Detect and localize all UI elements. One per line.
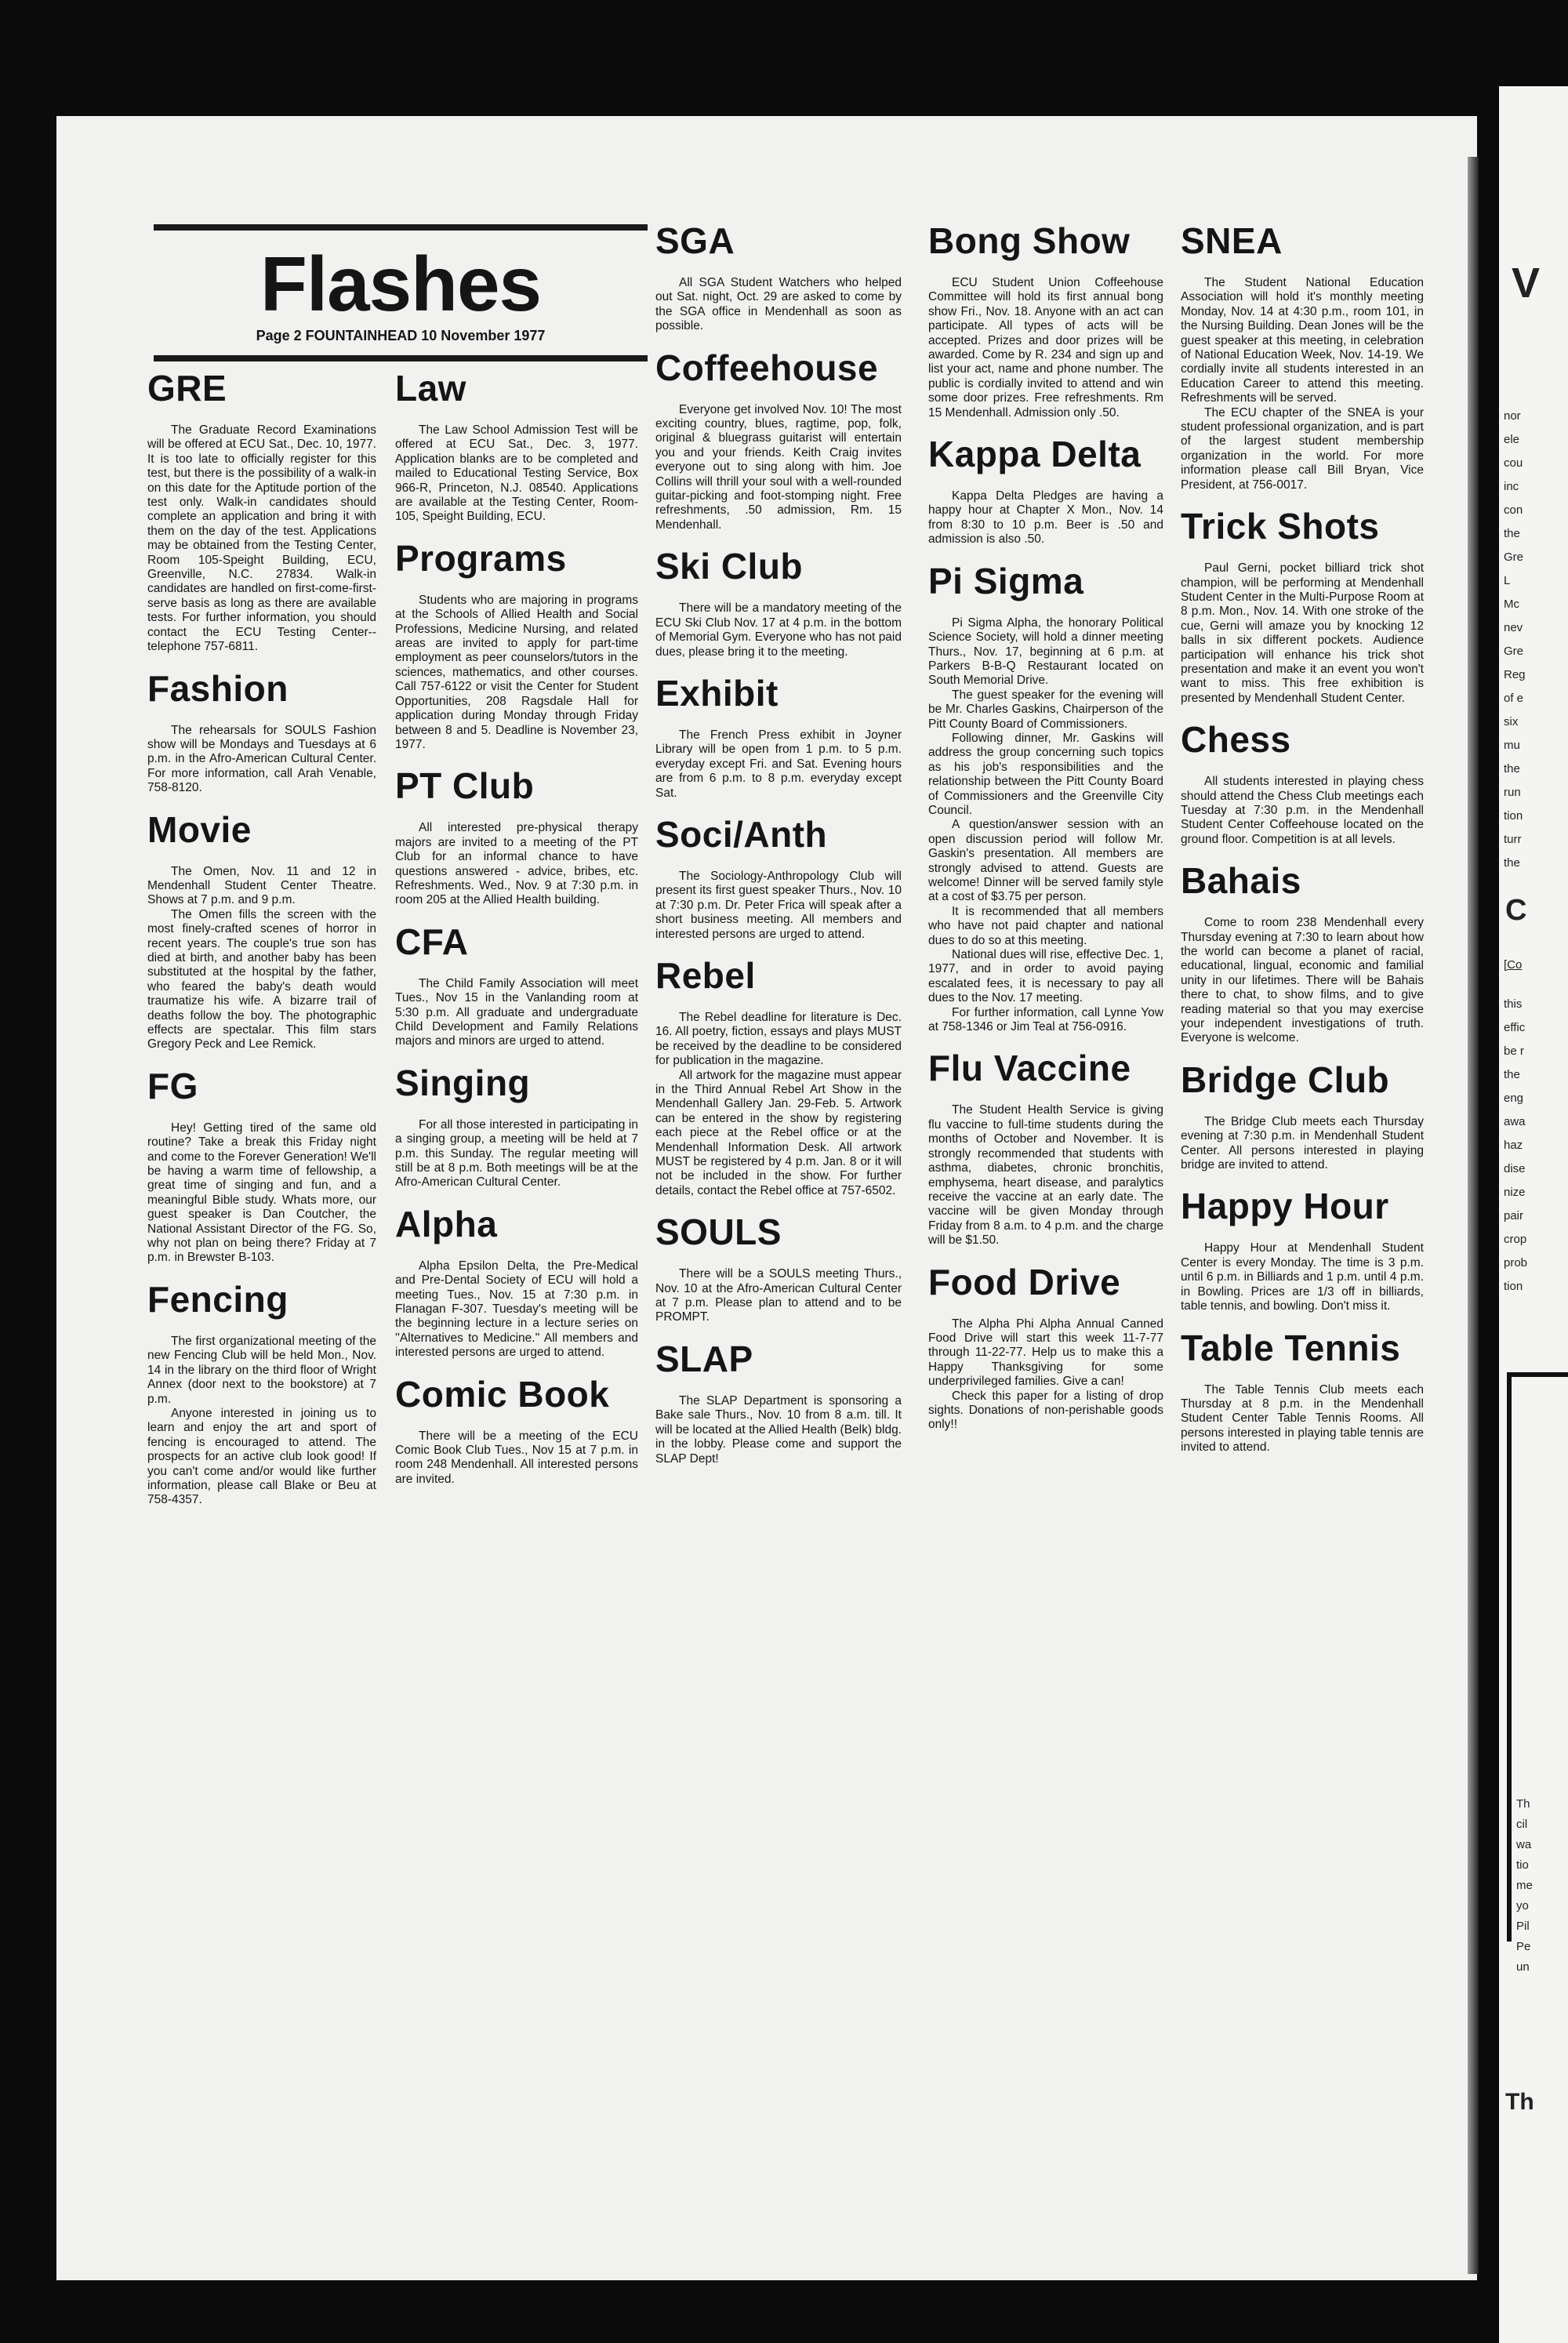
adjacent-box-text-line: Pe bbox=[1516, 1940, 1531, 1953]
adjacent-box-text-line: wa bbox=[1516, 1838, 1532, 1851]
column-5 bbox=[1181, 220, 1424, 1468]
announcement-body: The Alpha Phi Alpha Annual Canned Food Drive will start this week 11-7-77 through 11-22-77. Help us to make this a Happy Thanksgiving for some underprivileged families. Give a can! bbox=[928, 1317, 1163, 1389]
announcement-body: Come to room 238 Mendenhall every Thursday evening at 7:30 to learn about how the world can become a planet of racial, educational, lingual, economic and familial unity in our lifetimes. There will be Bahais there to chat, to show films, and to give reading material so that you may exercise your independent investigations of truth. Everyone is welcome. bbox=[1181, 916, 1424, 1045]
announcement-body: The ECU chapter of the SNEA is your student professional organization, and is part of the largest student membership organization in the world. For more information please call Bill Bryan, Vice President, at 756-0017. bbox=[1181, 405, 1424, 492]
announcement bbox=[147, 808, 376, 1052]
adjacent-text-line: tion bbox=[1504, 1280, 1523, 1293]
announcement bbox=[1181, 718, 1424, 847]
adjacent-headline: V bbox=[1512, 260, 1541, 307]
announcement-heading: Exhibit bbox=[655, 672, 779, 714]
announcement-body: The guest speaker for the evening will be Mr. Charles Gaskins, Chairperson of the Pitt County Board of Commissioners. bbox=[928, 688, 1163, 731]
announcement-body: The Omen fills the screen with the most finely-crafted scenes of horror in recent years. The couple's true son has died at birth, and another baby has been substituted at the hospital by the father, who feared the baby's death would traumatize his wife. A bizarre trail of deaths follow the boy. The photographic effects are spectalar. This film stars Gregory Peck and Lee Remick. bbox=[147, 907, 376, 1052]
adjacent-boxed-ad bbox=[1507, 1372, 1568, 1942]
announcement-body: Pi Sigma Alpha, the honorary Political Science Society, will hold a dinner meeting Thurs., Nov. 17, beginning at 6 p.m. at Parkers B-B-Q Restaurant located on South Memorial Drive. bbox=[928, 616, 1163, 688]
column-1 bbox=[147, 367, 376, 1520]
adjacent-text-line: effic bbox=[1504, 1021, 1526, 1034]
announcement bbox=[147, 1278, 376, 1508]
adjacent-text-line: tion bbox=[1504, 809, 1523, 823]
announcement bbox=[147, 1065, 376, 1266]
page-title: Flashes bbox=[260, 241, 541, 327]
adjacent-text-line: six bbox=[1504, 715, 1519, 728]
announcement-body: The Omen, Nov. 11 and 12 in Mendenhall Student Center Theatre. Shows at 7 p.m. and 9 p.m. bbox=[147, 864, 376, 907]
announcement bbox=[928, 560, 1163, 1035]
adjacent-text-line: eng bbox=[1504, 1092, 1524, 1105]
announcement bbox=[655, 813, 902, 942]
page-gutter-shadow bbox=[1468, 157, 1479, 2274]
adjacent-page-fragment bbox=[1499, 86, 1568, 2343]
announcement-heading: Singing bbox=[395, 1062, 531, 1103]
adjacent-text-line: cou bbox=[1504, 456, 1523, 470]
adjacent-box-text-line: yo bbox=[1516, 1899, 1529, 1913]
adjacent-text-line: dise bbox=[1504, 1162, 1526, 1175]
announcement-body: The Child Family Association will meet Tues., Nov 15 in the Vanlanding room at 5:30 p.m. All graduate and undergraduate Child Development and Family Relations majors and minors are urged to attend. bbox=[395, 976, 638, 1048]
announcement-body: The French Press exhibit in Joyner Library will be open from 1 p.m. to 5 p.m. everyday except Fri. and Sat. Evening hours are from 6 p.m. to 8 p.m. everyday except Sat. bbox=[655, 728, 902, 800]
announcement bbox=[655, 954, 902, 1198]
announcement bbox=[395, 537, 638, 752]
adjacent-box-text-line: me bbox=[1516, 1879, 1533, 1892]
announcement-heading: SGA bbox=[655, 220, 735, 261]
adjacent-bottom-heading: Th bbox=[1505, 2089, 1534, 2115]
announcement-heading: Movie bbox=[147, 808, 252, 850]
announcement-body: The Student Health Service is giving flu vaccine to full-time students during the months of October and November. It is strongly recommended that students with asthma, diabetes, chronic bronchitis, emphysema, heart disease, and paralytics receive the vaccine at an early date. The vaccine will be given Monday through Friday from 8 a.m. to 4 p.m. and the charge will be $1.50. bbox=[928, 1103, 1163, 1248]
announcement-body: Alpha Epsilon Delta, the Pre-Medical and Pre-Dental Society of ECU will hold a meeting Tues., Nov. 15 at 7:30 p.m. in Flanagan F-307. Tuesday's meeting will be the beginning lecture in a lecture series on ''Alternatives to Medicine.'' All members and interested persons are urged to attend. bbox=[395, 1259, 638, 1360]
announcement bbox=[1181, 505, 1424, 706]
announcement-heading: Bridge Club bbox=[1181, 1059, 1390, 1100]
adjacent-box-text-line: cil bbox=[1516, 1818, 1528, 1831]
adjacent-text-line: Gre bbox=[1504, 645, 1524, 658]
announcement-heading: Pi Sigma bbox=[928, 560, 1084, 601]
announcement-heading: SLAP bbox=[655, 1338, 753, 1379]
announcement bbox=[655, 1338, 902, 1466]
announcement-body: A question/answer session with an open discussion period will follow Mr. Gaskin's presentation. All members are strongly advised to attend. Guests are welcome! Dinner will be served family style at a cost of $3.75 per person. bbox=[928, 818, 1163, 904]
announcement-heading: Food Drive bbox=[928, 1261, 1121, 1302]
masthead-top-rule bbox=[154, 224, 648, 231]
announcement bbox=[928, 220, 1163, 420]
announcement bbox=[655, 545, 902, 659]
adjacent-box-text-line: un bbox=[1516, 1960, 1530, 1974]
announcement-body: Following dinner, Mr. Gaskins will address the group concerning such topics as his job's responsibilities and the relationship between the Pitt County Board of Commissioners and the Greenville City Council. bbox=[928, 731, 1163, 817]
announcement bbox=[395, 1203, 638, 1360]
announcement bbox=[928, 1261, 1163, 1433]
adjacent-text-line: ele bbox=[1504, 433, 1520, 446]
announcement-heading: Coffeehouse bbox=[655, 347, 879, 388]
announcement bbox=[147, 667, 376, 796]
announcement-body: There will be a SOULS meeting Thurs., Nov. 10 at the Afro-American Cultural Center at 7 p.m. Please plan to attend and to be PROMPT. bbox=[655, 1267, 902, 1324]
adjacent-text-line: Gre bbox=[1504, 550, 1524, 564]
announcement-heading: SNEA bbox=[1181, 220, 1283, 261]
announcement-body: Hey! Getting tired of the same old routine? Take a break this Friday night and come to the Forever Generation! We'll be having a warm time of fellowship, a great time of singing and fun, and a meaningful Bible study. Whats more, our guest speaker is Dan Coutcher, the National Assistant Director of the FG. So, why not plan on being there? Friday at 7 p.m. in Brewster B-103. bbox=[147, 1121, 376, 1265]
announcement-body: All students interested in playing chess should attend the Chess Club meetings each Tuesday at 7:30 p.m. in the Mendenhall Student Center Coffeehouse located on the ground floor. Competition is at all levels. bbox=[1181, 775, 1424, 846]
announcement-body: It is recommended that all members who have not paid chapter and national dues to do so at this meeting. bbox=[928, 904, 1163, 947]
announcement-heading: Comic Book bbox=[395, 1373, 610, 1415]
announcement-body: Paul Gerni, pocket billiard trick shot champion, will be performing at Mendenhall Student Center in the Multi-Purpose Room at 8 p.m. Mon., Nov. 14. With one stroke of the cue, Gerni will amaze you by knocking 12 balls in six different pockets. Audience participation will enhance his trick shot presentation and make it an event you won't want to miss. This free exhibition is presented by Mendenhall Student Center. bbox=[1181, 561, 1424, 705]
announcement-heading: Alpha bbox=[395, 1203, 498, 1244]
announcement bbox=[1181, 220, 1424, 492]
announcement-body: Everyone get involved Nov. 10! The most exciting country, blues, ragtime, pop, folk, original & bluegrass guitarist will entertain you and your friends. Keith Craig invites everyone out to sing along with him. Joe Collins will thrill your soul with a well-rounded guitar-picking and foot-stomping night. Free refreshments, .50 admission, Rm. 15 Mendenhall. bbox=[655, 402, 902, 532]
announcement bbox=[1181, 859, 1424, 1046]
column-4 bbox=[928, 220, 1163, 1445]
announcement bbox=[655, 1211, 902, 1325]
adjacent-section-note: [Co bbox=[1504, 958, 1523, 972]
announcement-heading: Fashion bbox=[147, 667, 289, 709]
announcement-heading: Bong Show bbox=[928, 220, 1131, 261]
announcement-heading: SOULS bbox=[655, 1211, 782, 1253]
adjacent-text-line: the bbox=[1504, 856, 1520, 870]
adjacent-box-text-line: Th bbox=[1516, 1797, 1530, 1811]
adjacent-text-line: haz bbox=[1504, 1139, 1523, 1152]
announcement-body: The Sociology-Anthropology Club will present its first guest speaker Thurs., Nov. 10 at 7:30 p.m. Dr. Peter Frica will speak after a short business meeting. All members and interested persons are urged to attend. bbox=[655, 869, 902, 941]
announcement-body: All SGA Student Watchers who helped out Sat. night, Oct. 29 are asked to come by the SGA office in Mendenhall as soon as possible. bbox=[655, 276, 902, 333]
announcement bbox=[395, 765, 638, 907]
announcement-body: National dues will rise, effective Dec. 1, 1977, and in order to avoid paying escalated fees, it is necessary to pay all dues to the Nov. 17 meeting. bbox=[928, 948, 1163, 1005]
announcement-body: Students who are majoring in programs at the Schools of Allied Health and Social Professions, Medicine Nursing, and related areas are invited to apply for part-time employment as peer counselors/tutors in the sciences, mathematics, and other courses. Call 757-6122 or visit the Center for Student Opportunities, 208 Ragsdale Hall for application during Monday through Friday between 8 and 5. Deadline is November 23, 1977. bbox=[395, 593, 638, 751]
announcement-heading: Kappa Delta bbox=[928, 434, 1142, 475]
announcement-body: Anyone interested in joining us to learn and enjoy the art and sport of fencing is encouraged to attend. The prospects for an active club look good! If you can't come and/or would like further information, please call Blake or Beu at 758-4357. bbox=[147, 1406, 376, 1507]
announcement bbox=[655, 347, 902, 533]
adjacent-box-text-line: Pil bbox=[1516, 1920, 1530, 1933]
adjacent-text-line: inc bbox=[1504, 480, 1519, 493]
announcement bbox=[147, 367, 376, 655]
announcement-body: The SLAP Department is sponsoring a Bake sale Thurs., Nov. 10 from 8 a.m. till. It will be located at the Allied Health (Belk) bldg. in the lobby. Please come and support the SLAP Dept! bbox=[655, 1393, 902, 1466]
announcement-body: The Law School Admission Test will be offered at ECU Sat., Dec. 3, 1977. Application blanks are to be completed and mailed to Educational Testing Service, Box 966-R, Princeton, N.J. 08540. Applications are available at the Testing Center, Room-105, Speight Building, ECU. bbox=[395, 423, 638, 524]
announcement-body: There will be a mandatory meeting of the ECU Ski Club Nov. 17 at 4 p.m. in the bottom of Memorial Gym. Everyone who has not paid dues, please bring it to the meeting. bbox=[655, 601, 902, 659]
adjacent-text-line: pair bbox=[1504, 1209, 1524, 1222]
adjacent-text-line: prob bbox=[1504, 1256, 1528, 1270]
adjacent-text-line: be r bbox=[1504, 1044, 1524, 1058]
adjacent-text-line: nize bbox=[1504, 1186, 1526, 1199]
adjacent-text-line: the bbox=[1504, 762, 1520, 776]
announcement-body: Kappa Delta Pledges are having a happy hour at Chapter X Mon., Nov. 14 from 8:30 to 10 p.m. Beer is .50 and admission is also .50. bbox=[928, 489, 1163, 547]
announcement-heading: Ski Club bbox=[655, 546, 804, 587]
adjacent-text-line: con bbox=[1504, 503, 1523, 517]
announcement-heading: Table Tennis bbox=[1181, 1327, 1401, 1368]
adjacent-text-line: awa bbox=[1504, 1115, 1526, 1128]
announcement-body: Happy Hour at Mendenhall Student Center is every Monday. The time is 3 p.m. until 6 p.m. in Billiards and 1 p.m. until 4 p.m. in Bowling. Prices are 1/3 off in billiards, table tennis, and bowling. Don't miss it. bbox=[1181, 1241, 1424, 1313]
announcement-heading: PT Club bbox=[395, 765, 535, 807]
announcement-body: The Graduate Record Examinations will be offered at ECU Sat., Dec. 10, 1977. It is too late to officially register for this test, but there is the possibility of a walk-in on this date for the Aptitude portion of the test only. Walk-in candidates should complete an application and bring it with them on the day of the test. Applications may be obtained from the Testing Center, Room 105-Speight Building, ECU, Greenville, N.C. 27834. Walk-in candidates are handled on first-come-first-serve basis as long as there are available tests. For further information, you should contact the ECU Testing Center--telephone 757-6811. bbox=[147, 423, 376, 654]
announcement-heading: Fencing bbox=[147, 1278, 289, 1320]
announcement bbox=[928, 1047, 1163, 1248]
announcement-heading: GRE bbox=[147, 368, 227, 409]
adjacent-text-line: nev bbox=[1504, 621, 1523, 634]
adjacent-text-line: the bbox=[1504, 1068, 1520, 1081]
announcement-body: All artwork for the magazine must appear in the Third Annual Rebel Art Show in the Mendenhall Gallery Jan. 29-Feb. 5. Artwork can be entered in the show by registering each piece at the Rebel office or at the Mendenhall Information Desk. All artwork MUST be registered by 4 p.m. Jan. 8 or it will not be included in the show. For further details, contact the Rebel office at 757-6502. bbox=[655, 1068, 902, 1197]
announcement-heading: Bahais bbox=[1181, 860, 1301, 902]
announcement-heading: Flu Vaccine bbox=[928, 1048, 1131, 1089]
announcement-heading: Rebel bbox=[655, 954, 756, 996]
announcement bbox=[1181, 1327, 1424, 1455]
announcement-heading: Happy Hour bbox=[1181, 1186, 1389, 1227]
announcement bbox=[395, 1062, 638, 1190]
announcement-heading: CFA bbox=[395, 921, 469, 962]
adjacent-text-line: this bbox=[1504, 997, 1523, 1011]
masthead-bottom-rule bbox=[154, 355, 648, 361]
adjacent-text-line: mu bbox=[1504, 739, 1520, 752]
announcement-heading: Soci/Anth bbox=[655, 813, 828, 855]
announcement-heading: Chess bbox=[1181, 719, 1291, 761]
adjacent-box-text-line: tio bbox=[1516, 1858, 1529, 1872]
announcement-body: ECU Student Union Coffeehouse Committee will hold its first annual bong show Fri., Nov. 18. Anyone with an act can participate. All types of acts will be accepted. Prizes and door prizes will be awarded. Come by R. 234 and sign up and list your act, name and phone number. The public is cordially invited to attend and win some door prizes. Free refreshments. Rm 15 Mendenhall. Admission only .50. bbox=[928, 276, 1163, 420]
announcement-heading: Trick Shots bbox=[1181, 506, 1380, 547]
announcement-body: The Rebel deadline for literature is Dec. 16. All poetry, fiction, essays and plays MUST be received by the deadline to be considered for publication in the magazine. bbox=[655, 1010, 902, 1068]
adjacent-text-line: L bbox=[1504, 574, 1511, 587]
adjacent-text-line: turr bbox=[1504, 833, 1522, 846]
announcement-body: The Table Tennis Club meets each Thursday at 8 p.m. in the Mendenhall Student Center Table Tennis Rooms. All persons interested in playing table tennis are invited to attend. bbox=[1181, 1382, 1424, 1455]
adjacent-text-line: Reg bbox=[1504, 668, 1526, 681]
adjacent-text-line: of e bbox=[1504, 692, 1524, 705]
announcement bbox=[395, 921, 638, 1049]
column-2 bbox=[395, 367, 638, 1499]
column-3 bbox=[655, 220, 902, 1479]
adjacent-text-line: run bbox=[1504, 786, 1521, 799]
adjacent-text-line: Mc bbox=[1504, 598, 1519, 611]
masthead bbox=[154, 224, 648, 361]
announcement bbox=[1181, 1185, 1424, 1313]
announcement-body: There will be a meeting of the ECU Comic Book Club Tues., Nov 15 at 7 p.m. in room 248 Mendenhall. All interested persons are invited. bbox=[395, 1429, 638, 1486]
announcement-heading: Programs bbox=[395, 537, 567, 579]
announcement-heading: FG bbox=[147, 1065, 198, 1106]
adjacent-text-line: crop bbox=[1504, 1233, 1527, 1246]
announcement-body: The Bridge Club meets each Thursday evening at 7:30 p.m. in Mendenhall Student Center. All persons interested in playing bridge are invited to attend. bbox=[1181, 1114, 1424, 1172]
announcement bbox=[1181, 1059, 1424, 1173]
announcement bbox=[655, 220, 902, 334]
adjacent-text-line: the bbox=[1504, 527, 1520, 540]
announcement-body: The Student National Education Association will hold it's monthly meeting Monday, Nov. 14 at 4:30 p.m., room 101, in the Nursing Building. Dean Jones will be the guest speaker at this meeting, in celebration of National Education Week, Nov. 14-19. We cordially invite all students interested in an Education Career to attend this meeting. Refreshments will be served. bbox=[1181, 276, 1424, 405]
announcement bbox=[395, 367, 638, 525]
adjacent-section-heading: C bbox=[1505, 894, 1527, 927]
page-dateline: Page 2 FOUNTAINHEAD 10 November 1977 bbox=[256, 328, 546, 343]
announcement bbox=[928, 433, 1163, 547]
announcement-body: The first organizational meeting of the new Fencing Club will be held Mon., Nov. 14 in the library on the third floor of Wright Annex (door next to the bookstore) at 7 p.m. bbox=[147, 1334, 376, 1406]
announcement bbox=[395, 1373, 638, 1488]
announcement-body: All interested pre-physical therapy majors are invited to a meeting of the PT Club for an informal chance to have questions answered - advice, bribes, etc. Refreshments. Wed., Nov. 9 at 7:30 p.m. in room 205 at the Allied Health building. bbox=[395, 821, 638, 907]
announcement-body: For all those interested in participating in a singing group, a meeting will be held at 7 p.m. this Sunday. The regular meeting will still be at 8 p.m. Both meetings will be at the Afro-American Cultural Center. bbox=[395, 1117, 638, 1190]
adjacent-text-line: nor bbox=[1504, 409, 1521, 423]
announcement-body: For further information, call Lynne Yow at 758-1346 or Jim Teal at 756-0916. bbox=[928, 1005, 1163, 1034]
announcement-heading: Law bbox=[395, 368, 466, 409]
announcement-body: Check this paper for a listing of drop sights. Donations of non-perishable goods only!! bbox=[928, 1389, 1163, 1432]
announcement bbox=[655, 672, 902, 801]
announcement-body: The rehearsals for SOULS Fashion show will be Mondays and Tuesdays at 6 p.m. in the Afro-American Cultural Center. For more information, call Arah Venable, 758-8120. bbox=[147, 723, 376, 795]
